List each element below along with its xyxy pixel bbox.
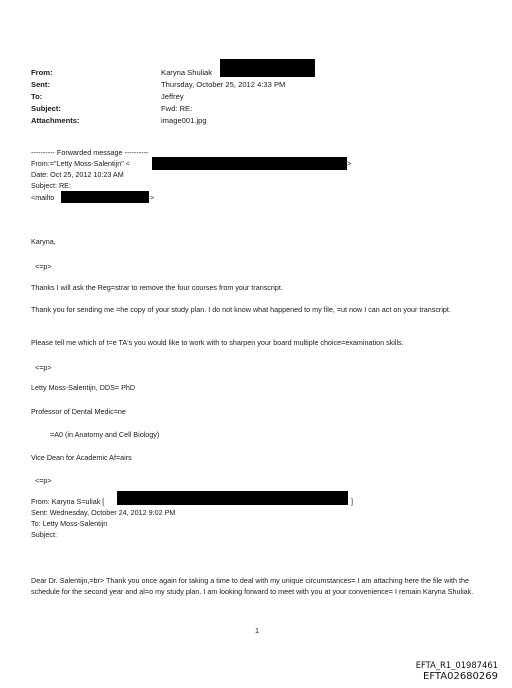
forwarded-mailto-end: > [150, 193, 155, 202]
signature-title: Professor of Dental Medic=ne [31, 407, 126, 416]
p-tag: <=p> [35, 262, 52, 271]
to-label: To: [31, 92, 43, 101]
signature-name: Letty Moss-Salentijn, DDS= PhD [31, 383, 136, 392]
p-tag: <=p> [35, 363, 52, 372]
redaction-box [61, 191, 149, 203]
reply-sent: Sent: Wednesday, October 24, 2012 9:02 PM [31, 508, 176, 517]
paragraph-registrar: Thanks I will ask the Reg=strar to remove the four courses from your transcript. [31, 283, 283, 292]
page-number: 1 [255, 626, 259, 635]
from-value: Karyna Shuliak [161, 68, 213, 77]
redaction-box [152, 157, 347, 170]
reference-number-bates: EFTA02680269 [423, 671, 498, 682]
subject-value: Fwd: RE: [161, 104, 193, 113]
paragraph-ta: Please tell me which of t=e TA's you would like to work with to sharpen your board multiple choice=examination skills. [31, 338, 404, 347]
p-tag: <=p> [35, 476, 52, 485]
paragraph-study-plan: Thank you for sending me =he copy of your study plan. I do not know what happened to my file, =ut now I can act on your transcript. [31, 305, 451, 314]
attachments-label: Attachments: [31, 116, 80, 125]
forwarded-date: Date: Oct 25, 2012 10:23 AM [31, 170, 124, 179]
signature-department: =A0 (in Anatomy and Cell Biology) [50, 430, 160, 439]
forwarded-from-end: > [347, 159, 352, 168]
reply-from-end: ] [351, 497, 353, 506]
redaction-box [220, 59, 315, 77]
sent-label: Sent: [31, 80, 50, 89]
greeting: Karyna, [31, 237, 56, 246]
reply-message: Dear Dr. Salentijn,=br> Thank you once again for taking a time to deal with my unique circumstances= I am attaching here the file with the schedule for the second year and al=o my study plan. I am looking forward to meet with you at your convenience= I remain Karyna Shuliak. [31, 576, 474, 596]
subject-label: Subject: [31, 104, 61, 113]
to-value: Jeffrey [161, 92, 184, 101]
reply-from: From: Karyna S=uliak [ [31, 497, 105, 506]
signature-role: Vice Dean for Academic Af=airs [31, 453, 132, 462]
forwarded-mailto: <mailto [31, 193, 55, 202]
reply-subject: Subject: [31, 530, 57, 539]
redaction-box [117, 491, 348, 505]
forwarded-from: From:="Letty Moss-Salentijn" < [31, 159, 130, 168]
forwarded-subject: Subject: RE: [31, 181, 71, 190]
reference-number: EFTA_R1_01987461 [415, 660, 498, 670]
forwarded-title: ---------- Forwarded message ---------- [31, 148, 149, 157]
reply-to: To: Letty Moss-Salentijn [31, 519, 108, 528]
sent-value: Thursday, October 25, 2012 4:33 PM [161, 80, 286, 89]
from-label: From: [31, 68, 53, 77]
attachments-value: image001.jpg [161, 116, 207, 125]
